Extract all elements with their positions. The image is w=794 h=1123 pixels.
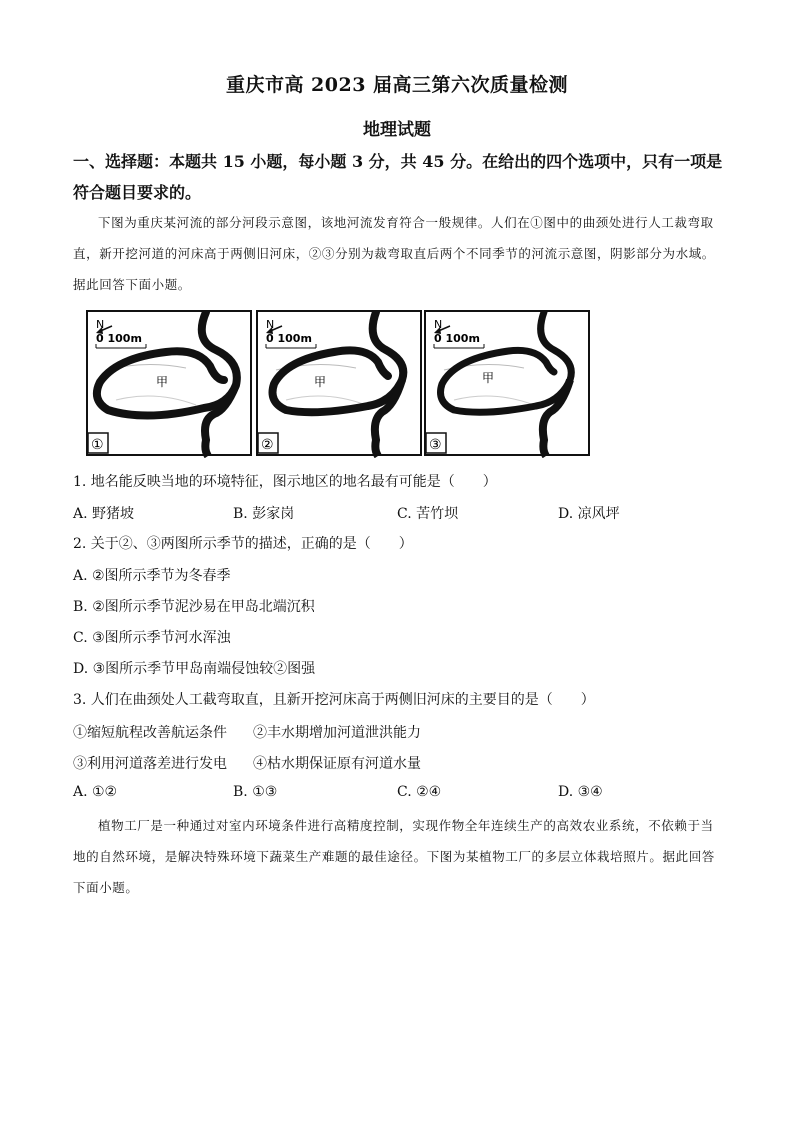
north-label: N (266, 318, 275, 331)
island-label: 甲 (156, 375, 169, 389)
statement-3: ③利用河道落差进行发电 (73, 756, 227, 772)
statement-4: ④枯水期保证原有河道水量 (253, 756, 421, 772)
option-d[interactable]: D. 凉风坪 (558, 506, 620, 522)
question-3-stem: 3. 人们在曲颈处人工截弯取直，且新开挖河床高于两侧旧河床的主要目的是（ ） (73, 692, 595, 708)
option-c[interactable]: C. ③图所示季节河水浑浊 (73, 630, 231, 646)
option-a[interactable]: A. ①② (73, 784, 118, 800)
option-d[interactable]: D. ③④ (558, 784, 603, 800)
option-b[interactable]: B. 彭家岗 (233, 506, 295, 522)
option-a[interactable]: A. 野猪坡 (73, 506, 135, 522)
passage-1: 下图为重庆某河流的部分河段示意图，该地河流发育符合一般规律。人们在①图中的曲颈处进行人工裁弯取直，新开挖河道的河床高于两侧旧河床，②③分别为裁弯取直后两个不同季节的河流示意图，阴影部分为水域。据此回答下面小题。 (73, 215, 715, 292)
option-b[interactable]: B. ①③ (233, 784, 278, 800)
question-1-stem: 1. 地名能反映当地的环境特征，图示地区的地名最有可能是（ ） (73, 474, 497, 490)
scale-label: 0 100m (96, 332, 142, 345)
statement-2: ②丰水期增加河道泄洪能力 (253, 725, 421, 741)
river-figure (86, 310, 590, 458)
option-c[interactable]: C. ②④ (397, 784, 442, 800)
option-c[interactable]: C. 苦竹坝 (397, 506, 459, 522)
option-d[interactable]: D. ③图所示季节甲岛南端侵蚀较②图强 (73, 661, 316, 677)
question-3-statements-row-1 (73, 722, 723, 742)
question-3-statements-row-2 (73, 753, 723, 773)
island-label: 甲 (482, 371, 495, 385)
north-label: N (434, 318, 443, 331)
page-subtitle: 地理试题 (363, 120, 431, 140)
passage-2: 植物工厂是一种通过对室内环境条件进行高精度控制，实现作物全年连续生产的高效农业系统，不依赖于当地的自然环境，是解决特殊环境下蔬菜生产难题的最佳途径。下图为某植物工厂的多层立体栽培照片。据此回答下面小题。 (73, 818, 715, 895)
statement-1: ①缩短航程改善航运条件 (73, 725, 227, 741)
option-b[interactable]: B. ②图所示季节泥沙易在甲岛北端沉积 (73, 599, 315, 615)
panel-number: ② (261, 437, 274, 453)
north-label: N (96, 318, 105, 331)
panel-number: ① (91, 437, 104, 453)
island-label: 甲 (314, 375, 327, 389)
question-3-options (73, 784, 723, 804)
section-heading: 一、选择题：本题共 15 小题，每小题 3 分，共 45 分。在给出的四个选项中，只有一项是符合题目要求的。 (73, 152, 723, 202)
panel-number: ③ (429, 437, 442, 453)
scale-label: 0 100m (266, 332, 312, 345)
question-1-options (73, 503, 723, 523)
option-a[interactable]: A. ②图所示季节为冬春季 (73, 568, 231, 584)
page-title: 重庆市高 2023 届高三第六次质量检测 (225, 74, 569, 96)
scale-label: 0 100m (434, 332, 480, 345)
river-figure-svg (86, 310, 590, 458)
question-2-stem: 2. 关于②、③两图所示季节的描述，正确的是（ ） (73, 536, 413, 552)
